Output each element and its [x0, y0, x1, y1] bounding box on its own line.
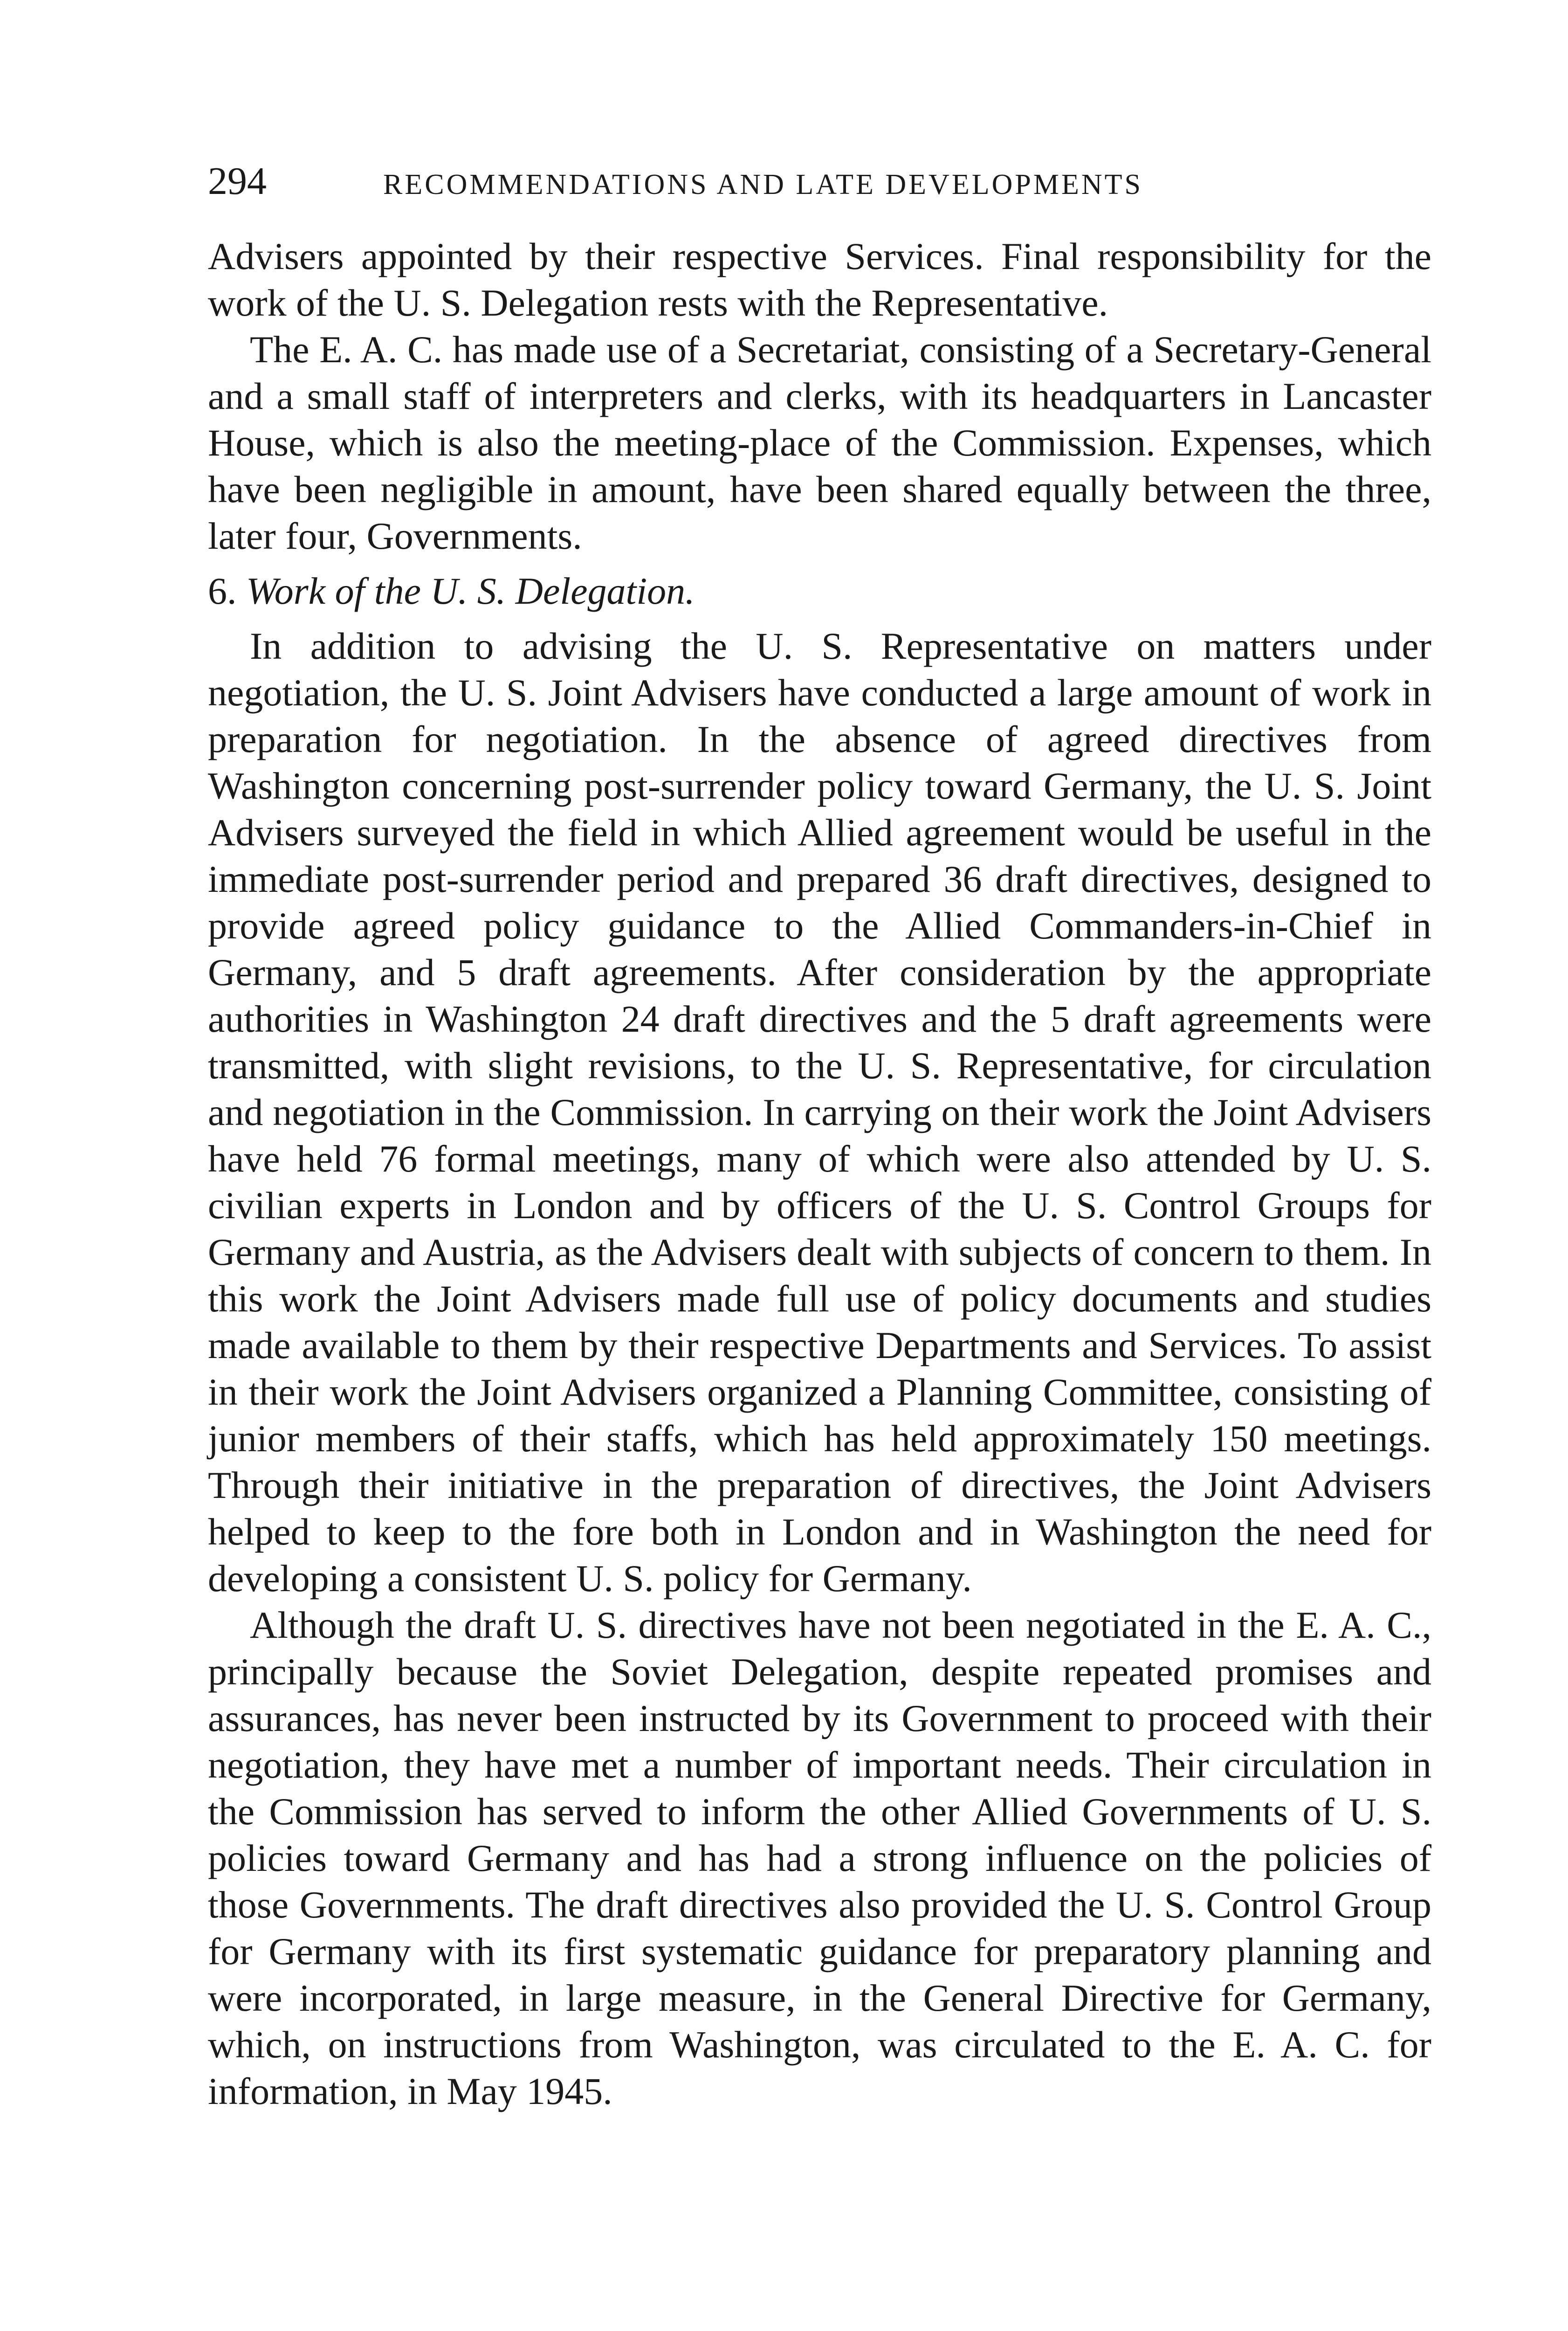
page-number: 294: [208, 159, 267, 203]
paragraph-joint-advisers: In addition to advising the U. S. Representative on matters under negotiation, the U. S. Joint Advisers have conducted a large amount of work in preparation for negotiation. In the absence of agreed directives from Washington concerning post-surrender policy toward Germany, the U. S. Joint Advisers surveyed the field in which Allied agreement would be useful in the immediate post-surrender period and prepared 36 draft directives, designed to provide agreed policy guidance to the Allied Commanders-in-Chief in Germany, and 5 draft agreements. After consideration by the appropriate authorities in Washington 24 draft directives and the 5 draft agreements were transmitted, with slight revisions, to the U. S. Representative, for circulation and negotiation in the Commission. In carrying on their work the Joint Advisers have held 76 formal meetings, many of which were also attended by U. S. civilian experts in London and by officers of the U. S. Control Groups for Germany and Austria, as the Advisers dealt with subjects of concern to them. In this work the Joint Advisers made full use of policy documents and studies made available to them by their respective Departments and Services. To assist in their work the Joint Advisers organized a Planning Committee, consisting of junior members of their staffs, which has held approximately 150 meetings. Through their initiative in the preparation of directives, the Joint Advisers helped to keep to the fore both in London and in Washington the need for developing a consistent U. S. policy for Germany.: [208, 625, 1431, 1600]
section-number: 6.: [208, 570, 237, 612]
document-page: [208, 159, 1431, 2115]
paragraph-secretariat: The E. A. C. has made use of a Secretariat, consisting of a Secretary-General and a small staff of interpreters and clerks, with its headquarters in Lancaster House, which is also the meeting-place of the Commission. Expenses, which have been negligible in amount, have been shared equally between the three, later four, Governments.: [208, 328, 1431, 557]
section-heading: [208, 568, 1431, 614]
section-title: Work of the U. S. Delegation.: [246, 570, 695, 612]
paragraph-continuation: Advisers appointed by their respective Services. Final responsibility for the work of the U. S. Delegation rests with the Representative.: [208, 235, 1431, 324]
running-header: [208, 159, 1431, 214]
paragraph-draft-directives: Although the draft U. S. directives have not been negotiated in the E. A. C., principally because the Soviet Delegation, despite repeated promises and assurances, has never been instructed by its Government to proceed with their negotiation, they have met a number of important needs. Their circulation in the Commission has served to inform the other Allied Governments of U. S. policies toward Germany and has had a strong influence on the policies of those Governments. The draft directives also provided the U. S. Control Group for Germany with its first systematic guidance for preparatory planning and were incorporated, in large measure, in the General Directive for Germany, which, on instructions from Washington, was circulated to the E. A. C. for information, in May 1945.: [208, 1604, 1431, 2112]
body-text: [208, 233, 1431, 2115]
running-title: RECOMMENDATIONS AND LATE DEVELOPMENTS: [383, 169, 1143, 200]
